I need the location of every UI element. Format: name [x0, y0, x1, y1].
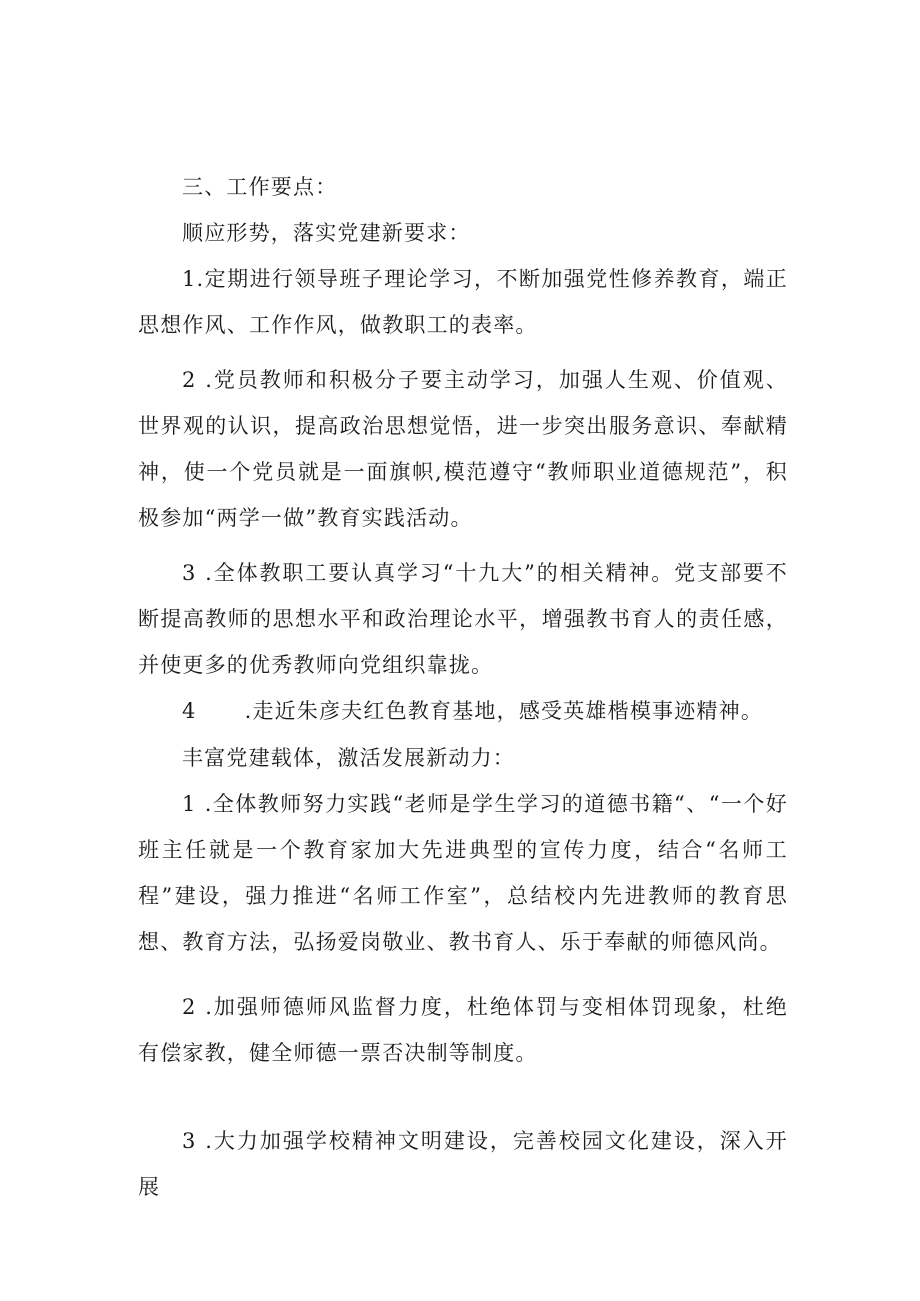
- section1-item-2: 2 .党员教师和积极分子要主动学习，加强人生观、价值观、世界观的认识，提高政治思想觉悟，进一步突出服务意识、奉献精神，使一个党员就是一面旗帜,模范遵守“教师职业道德规范”，积极参加“两学一做”教育实践活动。: [138, 368, 788, 530]
- section2-item-2: 2 .加强师德师风监督力度，杜绝体罚与变相体罚现象，杜绝有偿家教，健全师德一票否决制等制度。: [138, 995, 788, 1065]
- section1-item-3: 3 .全体教职工要认真学习“十九大”的相关精神。党支部要不断提高教师的思想水平和政治理论水平，增强教书育人的责任感，并使更多的优秀教师向党组织靠拢。: [138, 561, 788, 677]
- section1-item-4-number: 4: [182, 699, 197, 723]
- section2-item-3: 3 .大力加强学校精神文明建设，完善校园文化建设，深入开展: [138, 1129, 788, 1199]
- section2-title: 丰富党建载体，激活发展新动力：: [182, 746, 515, 770]
- section1-item-4-text: .走近朱彦夫红色教育基地，感受英雄楷模事迹精神。: [244, 699, 764, 723]
- section1-title: 顺应形势，落实党建新要求：: [182, 221, 471, 245]
- section1-item-4: [138, 688, 788, 734]
- section-heading: 三、工作要点：: [182, 175, 338, 199]
- section2-item-1: 1 .全体教师努力实践“老师是学生学习的道德书籍“、“一个好班主任就是一个教育家加大先进典型的宣传力度，结合“名师工程”建设，强力推进“名师工作室”，总结校内先进教师的教育思想、教育方法，弘扬爱岗敬业、教书育人、乐于奉献的师德风尚。: [138, 792, 788, 954]
- section1-item-1: 1.定期进行领导班子理论学习，不断加强党性修养教育，端正思想作风、工作作风，做教职工的表率。: [138, 267, 788, 337]
